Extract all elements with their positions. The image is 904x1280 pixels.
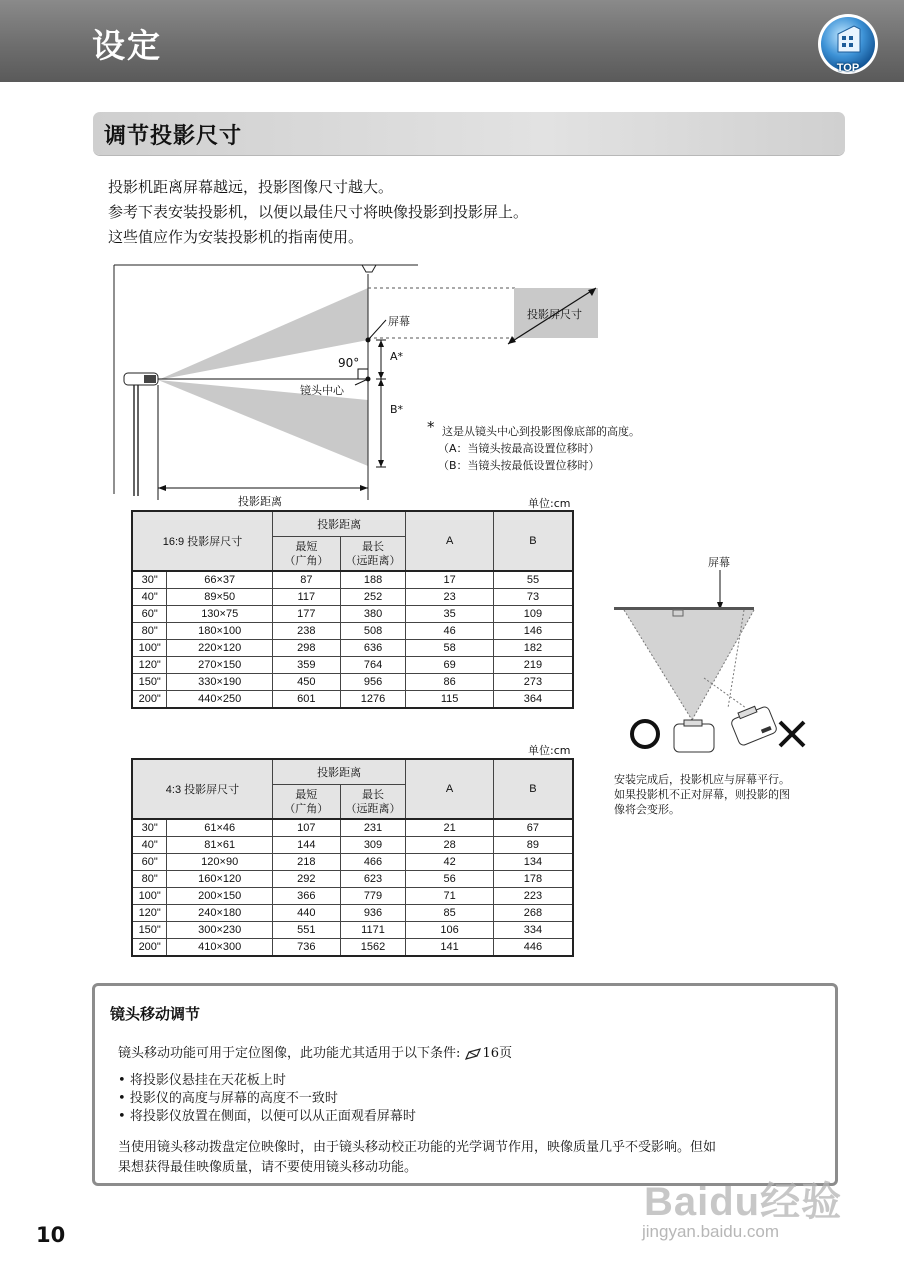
table-cell-size: 40" xyxy=(132,589,167,606)
table-cell-b: 273 xyxy=(493,674,573,691)
table-cell-b: 223 xyxy=(493,888,573,905)
table-cell-a: 23 xyxy=(406,589,494,606)
side-note-3: 像将会变形。 xyxy=(614,803,680,816)
table-row xyxy=(132,888,573,905)
table-cell-min: 177 xyxy=(272,606,340,623)
lens-note-2: 果想获得最佳映像质量，请不要使用镜头移动功能。 xyxy=(118,1160,418,1175)
footnote-line-1: 这是从镜头中心到投影图像底部的高度。 xyxy=(442,425,640,438)
table-cell-b: 109 xyxy=(493,606,573,623)
diagram-lens-center-label: 镜头中心 xyxy=(300,384,344,397)
table-cell-a: 106 xyxy=(406,922,494,939)
table-cell-b: 364 xyxy=(493,691,573,709)
table-row xyxy=(132,871,573,888)
table-cell-dims: 270×150 xyxy=(167,657,273,674)
table-cell-size: 60" xyxy=(132,854,167,871)
table-row xyxy=(132,905,573,922)
table2-min-header: 最短 （广角） xyxy=(272,785,340,820)
diagram-screen-label: 屏幕 xyxy=(388,315,410,328)
table-row xyxy=(132,939,573,957)
table-cell-b: 334 xyxy=(493,922,573,939)
table-cell-size: 100" xyxy=(132,888,167,905)
diagram-a-label: A* xyxy=(390,350,404,363)
page-reference-link[interactable]: 16页 xyxy=(482,1046,513,1061)
table-cell-max: 1562 xyxy=(340,939,406,957)
intro-line-1: 投影机距离屏幕越远，投影图像尺寸越大。 xyxy=(108,178,394,196)
table-cell-b: 89 xyxy=(493,837,573,854)
diagram-screen-size-label: 投影屏尺寸 xyxy=(527,308,582,321)
table-row xyxy=(132,691,573,709)
table-cell-size: 200" xyxy=(132,939,167,957)
table-cell-min: 551 xyxy=(272,922,340,939)
table-cell-dims: 240×180 xyxy=(167,905,273,922)
table-cell-dims: 120×90 xyxy=(167,854,273,871)
table-cell-b: 146 xyxy=(493,623,573,640)
table-cell-min: 366 xyxy=(272,888,340,905)
table-cell-b: 67 xyxy=(493,819,573,837)
table-cell-max: 466 xyxy=(340,854,406,871)
table-cell-max: 623 xyxy=(340,871,406,888)
table-row xyxy=(132,674,573,691)
diagram-angle-label: 90° xyxy=(338,356,360,370)
table-cell-max: 936 xyxy=(340,905,406,922)
footnote-line-2: （A：当镜头按最高设置位移时） xyxy=(438,442,600,455)
table-cell-max: 231 xyxy=(340,819,406,837)
table-cell-dims: 440×250 xyxy=(167,691,273,709)
table-cell-b: 178 xyxy=(493,871,573,888)
table-cell-b: 55 xyxy=(493,571,573,589)
table-cell-a: 115 xyxy=(406,691,494,709)
lens-bullet-3: • 将投影仪放置在侧面，以便可以从正面观看屏幕时 xyxy=(118,1109,416,1124)
wrong-x-icon xyxy=(780,722,804,746)
table-cell-min: 144 xyxy=(272,837,340,854)
table-16-9 xyxy=(131,510,574,709)
lens-bullet-2: • 投影仪的高度与屏幕的高度不一致时 xyxy=(118,1091,338,1106)
table-row xyxy=(132,640,573,657)
page-title: 设定 xyxy=(92,26,162,65)
table-cell-dims: 220×120 xyxy=(167,640,273,657)
table-cell-size: 100" xyxy=(132,640,167,657)
table-cell-size: 60" xyxy=(132,606,167,623)
intro-line-2: 参考下表安装投影机，以便以最佳尺寸将映像投影到投影屏上。 xyxy=(108,203,529,221)
lens-shift-desc: 镜头移动功能可用于定位图像，此功能尤其适用于以下条件: 16页 xyxy=(118,1046,513,1061)
diagram-distance-label: 投影距离 xyxy=(238,495,282,508)
table-cell-min: 218 xyxy=(272,854,340,871)
table1-distance-header: 投影距离 xyxy=(272,511,405,537)
table-cell-min: 359 xyxy=(272,657,340,674)
table-cell-size: 150" xyxy=(132,922,167,939)
table-cell-max: 779 xyxy=(340,888,406,905)
table-cell-max: 508 xyxy=(340,623,406,640)
table1-a-header: A xyxy=(406,511,494,571)
intro-line-3: 这些值应作为安装投影机的指南使用。 xyxy=(108,228,364,246)
table-cell-dims: 66×37 xyxy=(167,571,273,589)
table-cell-max: 252 xyxy=(340,589,406,606)
diagram-b-label: B* xyxy=(390,403,404,416)
baidu-watermark-url: jingyan.baidu.com xyxy=(642,1222,780,1241)
table-row xyxy=(132,854,573,871)
table-cell-a: 71 xyxy=(406,888,494,905)
table-cell-min: 298 xyxy=(272,640,340,657)
table-cell-a: 42 xyxy=(406,854,494,871)
table-cell-max: 636 xyxy=(340,640,406,657)
lens-bullet-1: • 将投影仪悬挂在天花板上时 xyxy=(118,1073,286,1088)
alignment-figure xyxy=(606,548,831,768)
table-cell-max: 380 xyxy=(340,606,406,623)
table-cell-dims: 89×50 xyxy=(167,589,273,606)
side-note-2: 如果投影机不正对屏幕，则投影的图 xyxy=(614,788,790,801)
table-cell-min: 238 xyxy=(272,623,340,640)
table-row xyxy=(132,657,573,674)
table-cell-a: 69 xyxy=(406,657,494,674)
table-cell-size: 120" xyxy=(132,657,167,674)
top-label[interactable]: TOP xyxy=(836,62,860,74)
table2-size-header: 4:3 投影屏尺寸 xyxy=(132,759,272,819)
section-title: 调节投影尺寸 xyxy=(104,124,243,149)
table-cell-size: 40" xyxy=(132,837,167,854)
table-cell-min: 736 xyxy=(272,939,340,957)
table-cell-b: 182 xyxy=(493,640,573,657)
table2-max-header: 最长 （远距离） xyxy=(340,785,406,820)
footnote-mark: * xyxy=(427,418,435,436)
table-cell-size: 120" xyxy=(132,905,167,922)
table2-distance-header: 投影距离 xyxy=(272,759,405,785)
lens-shift-title: 镜头移动调节 xyxy=(110,1005,201,1023)
table-cell-size: 200" xyxy=(132,691,167,709)
table1-max-header: 最长 （远距离） xyxy=(340,537,406,572)
table-cell-dims: 160×120 xyxy=(167,871,273,888)
table-row xyxy=(132,837,573,854)
table-cell-size: 150" xyxy=(132,674,167,691)
table-cell-min: 440 xyxy=(272,905,340,922)
table2-a-header: A xyxy=(406,759,494,819)
table-row xyxy=(132,819,573,837)
table-cell-dims: 300×230 xyxy=(167,922,273,939)
table-cell-max: 764 xyxy=(340,657,406,674)
table-cell-size: 80" xyxy=(132,871,167,888)
table-cell-b: 73 xyxy=(493,589,573,606)
table-cell-min: 292 xyxy=(272,871,340,888)
pencil-reference-icon xyxy=(465,1048,483,1060)
table-cell-b: 219 xyxy=(493,657,573,674)
table-cell-a: 56 xyxy=(406,871,494,888)
table-row xyxy=(132,623,573,640)
table-cell-size: 80" xyxy=(132,623,167,640)
side-screen-label: 屏幕 xyxy=(708,556,730,569)
table-cell-b: 134 xyxy=(493,854,573,871)
table-cell-min: 107 xyxy=(272,819,340,837)
table-row xyxy=(132,589,573,606)
baidu-watermark-logo: Baidu经验 xyxy=(644,1180,843,1224)
table-row xyxy=(132,571,573,589)
side-note-1: 安装完成后，投影机应与屏幕平行。 xyxy=(614,773,790,786)
table-cell-dims: 130×75 xyxy=(167,606,273,623)
table-cell-a: 28 xyxy=(406,837,494,854)
table-cell-min: 87 xyxy=(272,571,340,589)
table-cell-b: 268 xyxy=(493,905,573,922)
table-cell-dims: 410×300 xyxy=(167,939,273,957)
table-cell-a: 17 xyxy=(406,571,494,589)
table-cell-dims: 180×100 xyxy=(167,623,273,640)
table-cell-size: 30" xyxy=(132,571,167,589)
table-cell-dims: 81×61 xyxy=(167,837,273,854)
table-4-3 xyxy=(131,758,574,957)
table1-size-header: 16:9 投影屏尺寸 xyxy=(132,511,272,571)
table-cell-a: 141 xyxy=(406,939,494,957)
table-cell-max: 1276 xyxy=(340,691,406,709)
table-cell-b: 446 xyxy=(493,939,573,957)
table-cell-a: 86 xyxy=(406,674,494,691)
table-cell-dims: 61×46 xyxy=(167,819,273,837)
correct-circle-icon xyxy=(632,721,658,747)
table-cell-max: 956 xyxy=(340,674,406,691)
table1-b-header: B xyxy=(493,511,573,571)
table-cell-min: 117 xyxy=(272,589,340,606)
table1-min-header: 最短 （广角） xyxy=(272,537,340,572)
table2-b-header: B xyxy=(493,759,573,819)
table-cell-max: 188 xyxy=(340,571,406,589)
table-cell-a: 46 xyxy=(406,623,494,640)
page-number: 10 xyxy=(36,1223,66,1247)
footnote-line-3: （B：当镜头按最低设置位移时） xyxy=(438,459,600,472)
table-cell-a: 58 xyxy=(406,640,494,657)
table-cell-dims: 330×190 xyxy=(167,674,273,691)
table-cell-dims: 200×150 xyxy=(167,888,273,905)
table1-unit: 单位:cm xyxy=(528,497,571,510)
table-cell-max: 1171 xyxy=(340,922,406,939)
lens-note-1: 当使用镜头移动拨盘定位映像时，由于镜头移动校正功能的光学调节作用，映像质量几乎不受影响。但如 xyxy=(118,1140,717,1155)
table-cell-max: 309 xyxy=(340,837,406,854)
table-row xyxy=(132,922,573,939)
table-cell-a: 35 xyxy=(406,606,494,623)
projection-diagram xyxy=(100,260,640,510)
table2-unit: 单位:cm xyxy=(528,744,571,757)
table-cell-size: 30" xyxy=(132,819,167,837)
table-cell-min: 450 xyxy=(272,674,340,691)
table-cell-min: 601 xyxy=(272,691,340,709)
table-row xyxy=(132,606,573,623)
alignment-figure-art xyxy=(606,548,831,768)
table-cell-a: 21 xyxy=(406,819,494,837)
table-cell-a: 85 xyxy=(406,905,494,922)
